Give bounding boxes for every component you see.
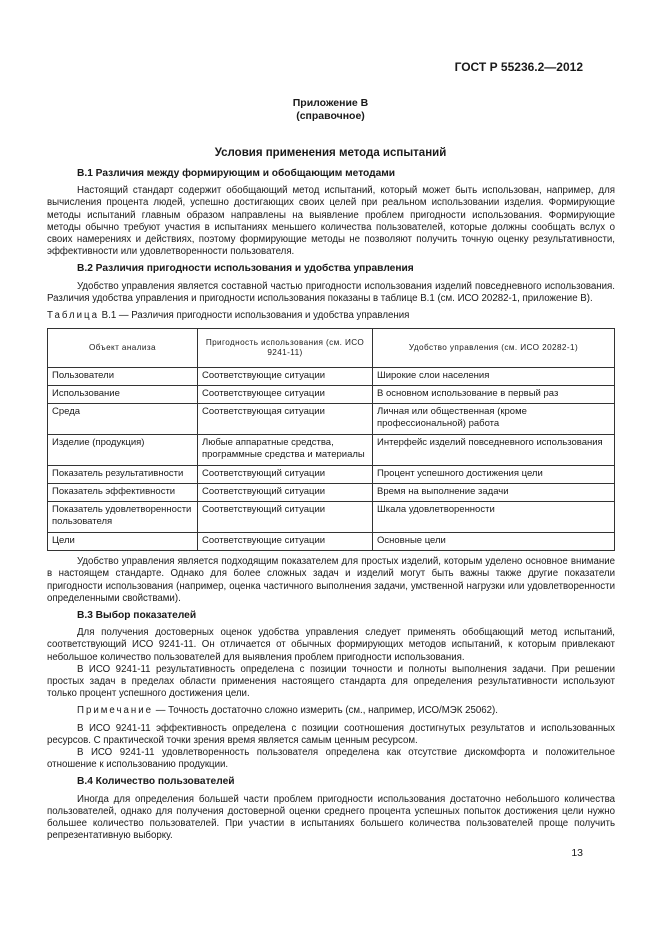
table-cell: Показатель удовлетворенности пользователя: [48, 502, 198, 533]
section-b3-note: [47, 705, 615, 717]
table-row: [48, 386, 615, 404]
document-body: [47, 168, 615, 843]
annex-title: [0, 97, 661, 122]
table-row: [48, 466, 615, 484]
standard-code: ГОСТ Р 55236.2—2012: [454, 60, 583, 74]
section-b4-heading: В.4 Количество пользователей: [77, 776, 235, 788]
annex-type: (справочное): [296, 109, 365, 122]
section-b4-paragraph-1: Иногда для определения большей части проблем пригодности использования достаточно небольшого количества пользователей, однако для получения достоверной оценки среднего процента успешных попыток достижения цели нужно большее количество пользователей. При участии в испытаниях большего количества пользователей проще получить репрезентативную выборку.: [47, 793, 615, 842]
table-cell: Цели: [48, 533, 198, 551]
table-cell: Соответствующий ситуации: [198, 484, 373, 502]
table-cell: Соответствующий ситуации: [198, 502, 373, 533]
table-header-row: [48, 329, 615, 368]
table-cell: Показатель эффективности: [48, 484, 198, 502]
section-b3-paragraph-1: Для получения достоверных оценок удобства управления следует применять обобщающий метод испытаний, соответствующий ИСО 9241-11. Он отличается от обычных формирующих методов испытаний, к которым привлекают небольшое количество пользователей для выявления проблем пригодности использования.: [47, 627, 615, 663]
table-cell: Основные цели: [373, 533, 615, 551]
section-b3-paragraph-2: В ИСО 9241-11 результативность определена с позиции точности и полноты выполнения задачи. При решении простых задач в пределах области применения настоящего стандарта для определения результативности используют только процент успешного достижения цели.: [47, 663, 615, 700]
table-cell: Соответствующий ситуации: [198, 466, 373, 484]
section-b3-paragraph-4: В ИСО 9241-11 удовлетворенность пользователя определена как отсутствие дискомфорта и положительное отношение к использованию продукции.: [47, 747, 615, 771]
section-b2-paragraph-2: Удобство управления является подходящим показателем для простых изделий, которым уделено основное внимание в настоящем стандарте. Однако для более сложных задач и изделий могут быть важны также другие показатели пригодности использования (например, оценка частичного выполнения задачи, умственной нагрузки или удовлетворенности определенными свойствами).: [47, 556, 615, 604]
table-cell: Изделие (продукция): [48, 435, 198, 466]
table-cell: Соответствующая ситуации: [198, 404, 373, 435]
table-row: [48, 533, 615, 551]
table-cell: Процент успешного достижения цели: [373, 466, 615, 484]
annex-label: Приложение В: [292, 97, 369, 109]
table-row: [48, 484, 615, 502]
annex-heading: Условия применения метода испытаний: [214, 147, 447, 159]
table-cell: Интерфейс изделий повседневного использования: [373, 435, 615, 466]
table-cell: Среда: [48, 404, 198, 435]
table-row: [48, 435, 615, 466]
table-caption: [47, 310, 615, 322]
table-cell: Пользователи: [48, 368, 198, 386]
table-cell: Использование: [48, 386, 198, 404]
table-row: [48, 502, 615, 533]
header-usability: Пригодность использования (см. ИСО 9241-11): [198, 329, 373, 368]
section-b2-paragraph-1: Удобство управления является составной частью пригодности использования изделий повседневного использования. Различия удобства управления и пригодности использования показаны в таблице В.1 (см. ИСО 20282-1, приложение В).: [47, 280, 615, 304]
page-number: 13: [571, 847, 583, 859]
table-caption-label: Таблица: [47, 310, 99, 322]
table-cell: Широкие слои населения: [373, 368, 615, 386]
table-cell: Соответствующее ситуации: [198, 386, 373, 404]
note-text: — Точность достаточно сложно измерить (см., например, ИСО/МЭК 25062).: [153, 705, 498, 717]
table-cell: Личная или общественная (кроме профессиональной) работа: [373, 404, 615, 435]
table-cell: Соответствующие ситуации: [198, 368, 373, 386]
table-row: [48, 368, 615, 386]
table-cell: Время на выполнение задачи: [373, 484, 615, 502]
note-label: Примечание: [77, 705, 154, 717]
section-b1-paragraph-1: Настоящий стандарт содержит обобщающий метод испытаний, который может быть использован, например, для вычисления процента людей, успешно достигающих своих целей при реальном использовании изделия. Формирующие методы испытаний главным образом направлены на выявление проблем пригодности использования. Формирующие методы обычно требуют участия в испытаниях меньшего количества пользователей, которые должны сообщать вслух о своих намерениях и действиях, поэтому формирующие методы не позволяют получить точную оценку результативности, эффективности или удовлетворенности пользователя.: [47, 185, 615, 258]
header-accessibility: Удобство управления (см. ИСО 20282-1): [373, 329, 615, 368]
table-cell: Шкала удовлетворенности: [373, 502, 615, 533]
section-b3-heading: В.3 Выбор показателей: [77, 610, 197, 622]
table-caption-text: В.1 — Различия пригодности использования и удобства управления: [98, 310, 410, 322]
table-cell: Соответствующие ситуации: [198, 533, 373, 551]
header-object: Объект анализа: [48, 329, 198, 368]
comparison-table: [47, 328, 615, 551]
section-b2-heading: В.2 Различия пригодности использования и удобства управления: [77, 263, 414, 275]
section-b3-paragraph-3: В ИСО 9241-11 эффективность определена с позиции соотношения достигнутых результатов и использованных ресурсов. С практической точки зрения время является самым ценным ресурсом.: [47, 722, 615, 746]
table-cell: В основном использование в первый раз: [373, 386, 615, 404]
table-cell: Показатель результативности: [48, 466, 198, 484]
table-row: [48, 404, 615, 435]
section-b1-heading: В.1 Различия между формирующим и обобщающим методами: [77, 168, 396, 179]
table-cell: Любые аппаратные средства, программные средства и материалы: [198, 435, 373, 466]
